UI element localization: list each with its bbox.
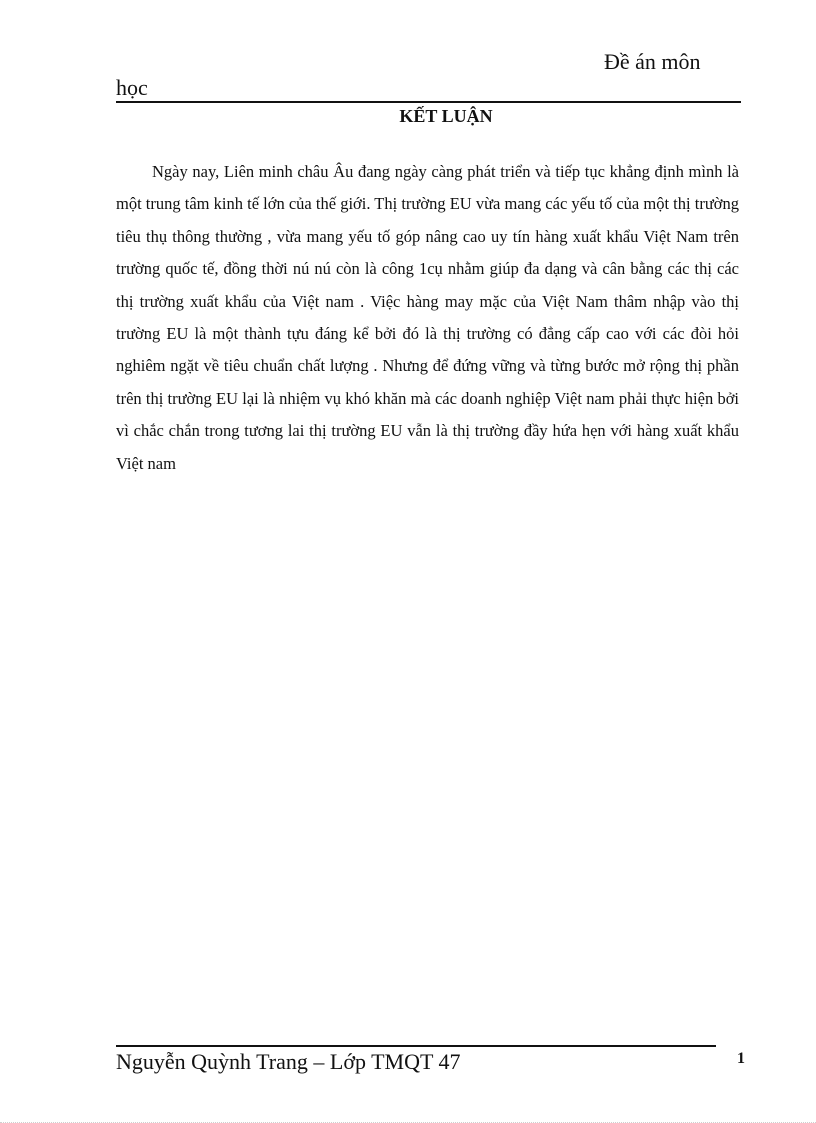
- page-number: 1: [737, 1050, 745, 1067]
- header-title-line2: học: [116, 75, 148, 100]
- page-title: KẾT LUẬN: [399, 106, 493, 126]
- header-divider: [116, 101, 741, 103]
- footer-author: Nguyễn Quỳnh Trang – Lớp TMQT 47: [116, 1049, 461, 1074]
- header-title-line1: Đề án môn: [604, 49, 701, 74]
- body-paragraph: Ngày nay, Liên minh châu Âu đang ngày càng phát triển và tiếp tục khẳng định mình là một trung tâm kinh tế lớn của thế giới. Thị trường EU vừa mang các yếu tố của một thị trường tiêu thụ thông thường , vừa mang yếu tố góp nâng cao uy tín hàng xuất khẩu Việt Nam trên trường quốc tế, đồng thời nú nú còn là công 1cụ nhằm giúp đa dạng và cân bằng các thị các thị trường xuất khẩu của Việt nam . Việc hàng may mặc của Việt Nam thâm nhập vào thị trường EU là một thành tựu đáng kể bởi đó là thị trường có đẳng cấp cao với các đòi hỏi nghiêm ngặt về tiêu chuẩn chất lượng . Nhưng để đứng vững và từng bước mở rộng thị phần trên thị trường EU lại là nhiệm vụ khó khăn mà các doanh nghiệp Việt nam phải thực hiện bởi vì chắc chắn trong tương lai thị trường EU vẫn là thị trường đầy hứa hẹn với hàng xuất khẩu Việt nam: [116, 162, 739, 473]
